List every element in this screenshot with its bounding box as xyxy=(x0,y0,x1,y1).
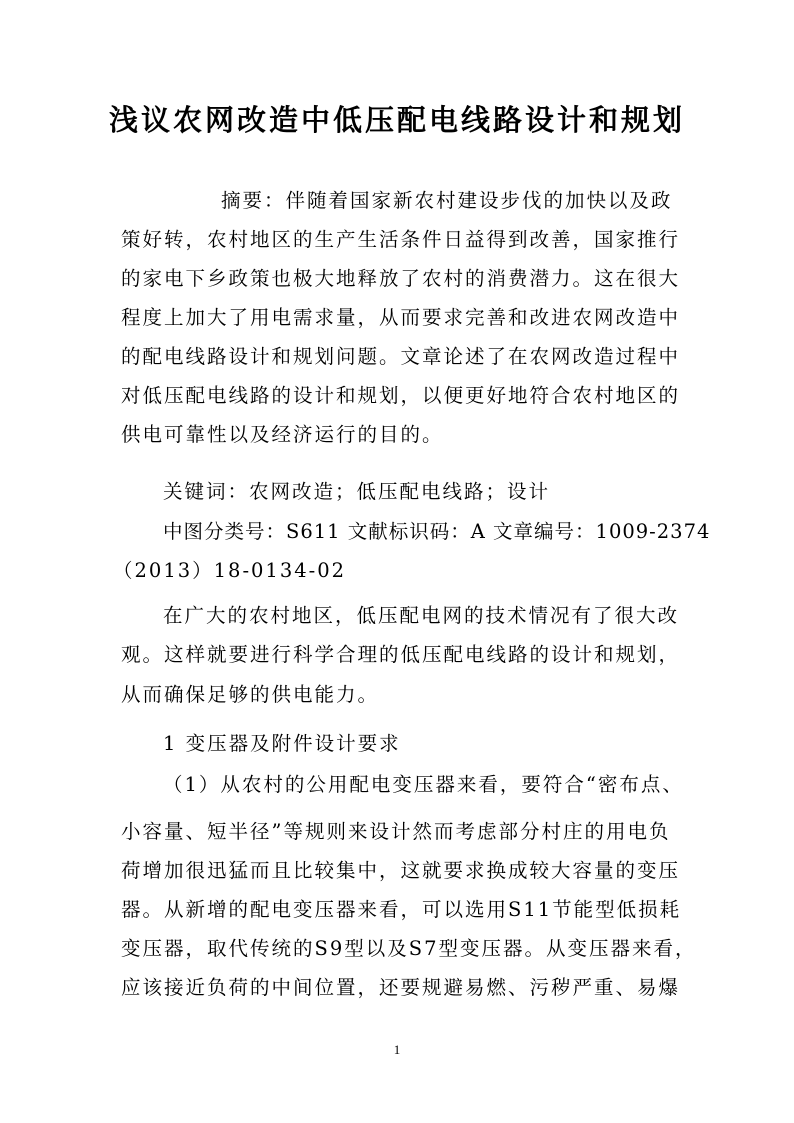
body-paragraph-2-line-6: 应该接近负荷的中间位置，还要规避易燃、污秽严重、易爆 xyxy=(121,976,681,999)
classification-line: 中图分类号：S611 文献标识码：A 文章编号：1009-2374 xyxy=(163,520,711,543)
document-title: 浅议农网改造中低压配电线路设计和规划 xyxy=(108,103,685,137)
abstract-line-6: 对低压配电线路的设计和规划，以便更好地符合农村地区的 xyxy=(121,384,681,407)
abstract-line-7: 供电可靠性以及经济运行的目的。 xyxy=(121,423,444,446)
abstract-line-2: 策好转，农村地区的生产生活条件日益得到改善，国家推行 xyxy=(121,228,681,251)
body-paragraph-2-line-2: 小容量、短半径”等规则来设计然而考虑部分村庄的用电负 xyxy=(121,820,671,843)
abstract-line-1: 摘要：伴随着国家新农村建设步伐的加快以及政 xyxy=(221,189,673,212)
body-paragraph-2-line-1: （1）从农村的公用配电变压器来看，要符合“密布点、 xyxy=(163,773,684,796)
body-paragraph-2-line-5: 变压器，取代传统的S9型以及S7型变压器。从变压器来看， xyxy=(121,937,697,960)
keywords-line: 关键词：农网改造；低压配电线路；设计 xyxy=(163,480,551,503)
body-paragraph-1-line-3: 从而确保足够的供电能力。 xyxy=(121,683,380,706)
body-paragraph-1-line-1: 在广大的农村地区，低压配电网的技术情况有了很大改 xyxy=(163,604,680,627)
body-paragraph-2-line-3: 荷增加很迅猛而且比较集中，这就要求换成较大容量的变压 xyxy=(121,859,681,882)
classification-line-cont: （2013）18-0134-02 xyxy=(113,559,347,582)
section-heading: 1 变压器及附件设计要求 xyxy=(163,732,401,755)
body-paragraph-2-line-4: 器。从新增的配电变压器来看，可以选用S11节能型低损耗 xyxy=(121,898,682,921)
abstract-line-4: 程度上加大了用电需求量，从而要求完善和改进农网改造中 xyxy=(121,306,681,329)
page-number: 1 xyxy=(393,1042,401,1057)
abstract-line-5: 的配电线路设计和规划问题。文章论述了在农网改造过程中 xyxy=(121,345,681,368)
abstract-line-3: 的家电下乡政策也极大地释放了农村的消费潜力。这在很大 xyxy=(121,267,681,290)
body-paragraph-1-line-2: 观。这样就要进行科学合理的低压配电线路的设计和规划， xyxy=(121,643,681,666)
